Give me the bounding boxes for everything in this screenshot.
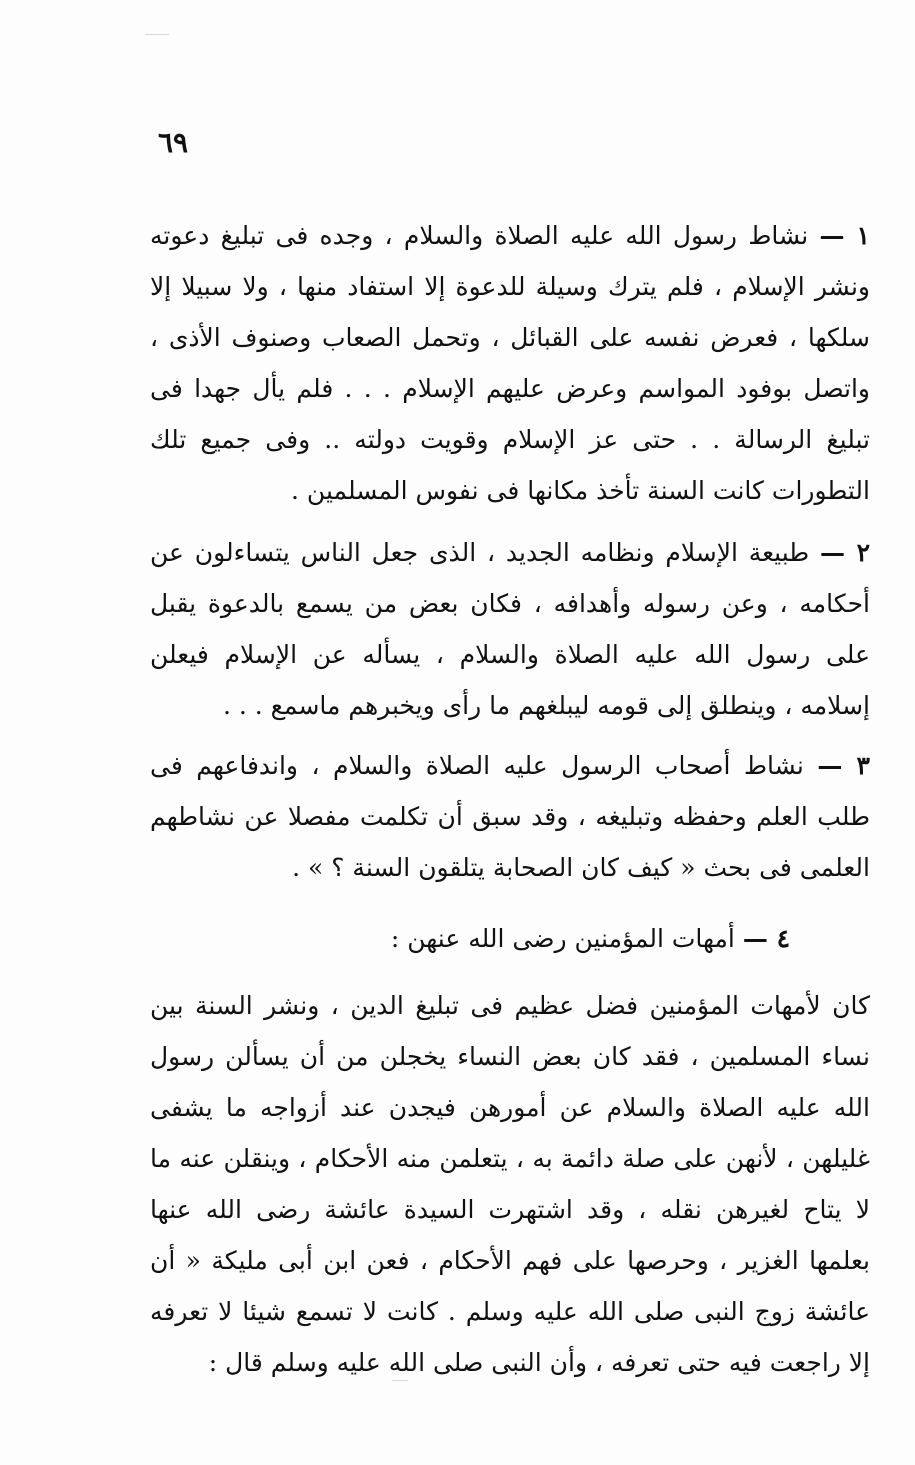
page-number: ٦٩ xyxy=(158,126,189,159)
paragraph-5 xyxy=(150,980,870,1388)
paragraph-1 xyxy=(150,210,870,516)
paragraph-5-text: كان لأمهات المؤمنين فضل عظيم فى تبليغ الدين ، ونشر السنة بين نساء المسلمين ، فقد كان بعض النساء يخجلن من أن يسألن رسول الله عليه الصلاة والسلام عن أمورهن فيجدن عند أزواجه ما يشفى غليلهن ، لأنهن على صلة دائمة به ، يتعلمن منه الأحكام ، وينقلن عنه ما لا يتاح لغيرهن نقله ، وقد اشتهرت السيدة عائشة رضى الله عنها بعلمها الغزير ، وحرصها على فهم الأحكام ، فعن ابن أبى مليكة « أن عائشة زوج النبى صلى الله عليه وسلم . كانت لا تسمع شيئا لا تعرفه إلا راجعت فيه حتى تعرفه ، وأن النبى صلى الله عليه وسلم قال : xyxy=(150,991,870,1377)
section-heading-number: ٤ — xyxy=(742,924,790,953)
section-heading-text: أمهات المؤمنين رضى الله عنهن : xyxy=(390,924,735,953)
scan-mark-top xyxy=(145,34,169,35)
paragraph-1-number: ١ — xyxy=(819,221,870,250)
paragraph-3 xyxy=(150,740,870,893)
paragraph-1-text: نشاط رسول الله عليه الصلاة والسلام ، وجده فى تبليغ دعوته ونشر الإسلام ، فلم يترك وسيلة للدعوة إلا استفاد منها ، ولا سبيلا إلا سلكها ، فعرض نفسه على القبائل ، وتحمل الصعاب وصنوف الأذى ، واتصل بوفود المواسم وعرض عليهم الإسلام . . . فلم يأل جهدا فى تبليغ الرسالة . . حتى عز الإسلام وقويت دولته .. وفى جميع تلك التطورات كانت السنة تأخذ مكانها فى نفوس المسلمين . xyxy=(150,221,870,505)
paragraph-2 xyxy=(150,527,870,731)
paragraph-2-number: ٢ — xyxy=(819,538,870,567)
paragraph-2-text: طبيعة الإسلام ونظامه الجديد ، الذى جعل الناس يتساءلون عن أحكامه ، وعن رسوله وأهدافه ، فكان بعض من يسمع بالدعوة يقبل على رسول الله عليه الصلاة والسلام ، يسأله عن الإسلام فيعلن إسلامه ، وينطلق إلى قومه ليبلغهم ما رأى ويخبرهم ماسمع . . . xyxy=(150,538,870,720)
section-heading xyxy=(150,913,790,964)
paragraph-3-number: ٣ — xyxy=(817,751,870,780)
paragraph-3-text: نشاط أصحاب الرسول عليه الصلاة والسلام ، واندفاعهم فى طلب العلم وحفظه وتبليغه ، وقد سبق أن تكلمت مفصلا عن نشاطهم العلمى فى بحث « كيف كان الصحابة يتلقون السنة ؟ » . xyxy=(150,751,870,882)
